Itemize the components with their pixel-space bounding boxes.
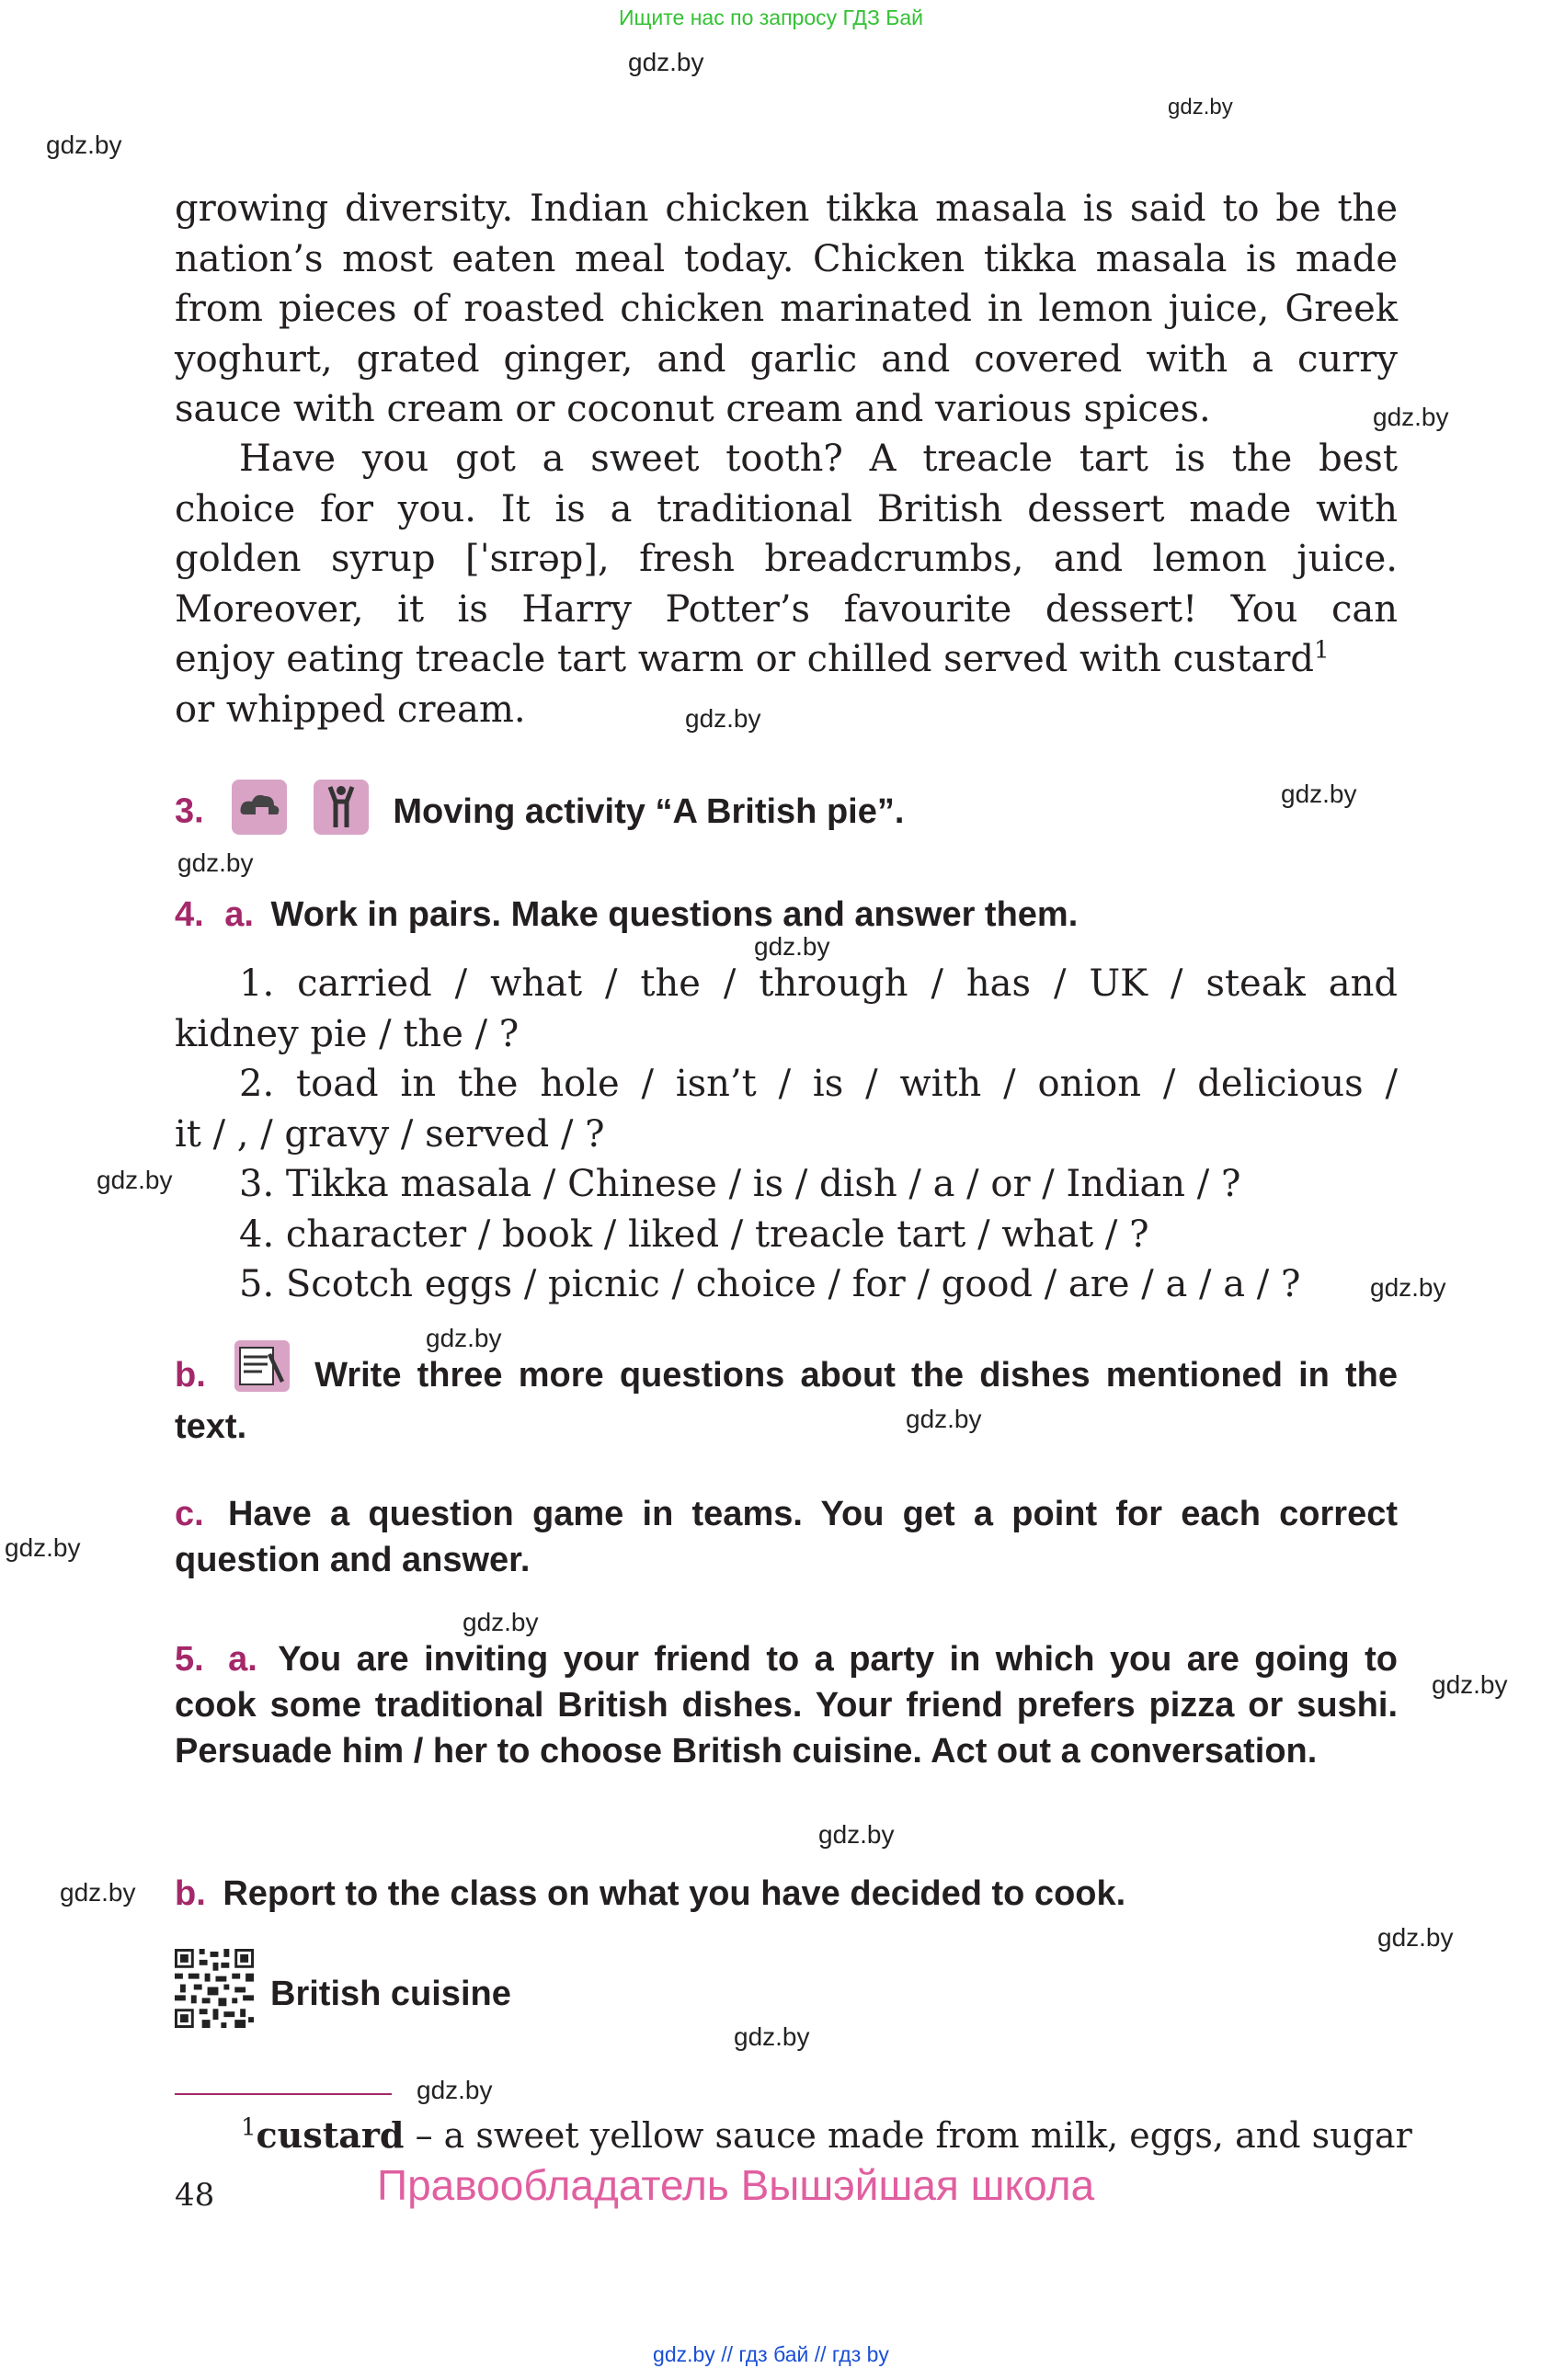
footnote-definition: – a sweet yellow sauce made from milk, eggs, and sugar [404,2115,1412,2156]
notebook-writing-icon [234,1340,290,1404]
watermark: gdz.by [734,2022,810,2051]
task-4c [175,1491,1398,1583]
watermark: gdz.by [754,932,830,961]
text-line: yoghurt, grated ginger, and garlic and covered with a curry [175,337,1398,381]
item-text: carried / what / the / through / has / UK / steak and [297,962,1398,1005]
item-number: 2. [239,1063,275,1105]
task-text: Have a question game in teams. You get a point for each correct question and answer. [175,1495,1398,1579]
watermark: gdz.by [177,848,254,877]
text-line: choice for you. It is a traditional British dessert made with [175,487,1398,530]
task-text: Moving activity “A British pie”. [393,791,905,831]
watermark: gdz.by [1281,780,1357,808]
task-5a [175,1636,1398,1774]
task-letter: a. [224,895,254,934]
item-number: 3. [239,1163,275,1205]
watermark: gdz.by [417,2076,493,2104]
qr-section-label[interactable]: British cuisine [270,1975,511,2013]
text-line: growing diversity. Indian chicken tikka masala is said to be the [175,188,1398,230]
item-text: Tikka masala / Chinese / is / dish / a / or / Indian / ? [285,1163,1241,1205]
list-item [175,1059,1398,1110]
top-banner[interactable]: Ищите нас по запросу ГДЗ Бай [618,6,924,29]
footnote-divider [175,2093,392,2095]
text-line: Have you got a sweet tooth? A treacle tart is the best [239,438,1398,480]
list-item [175,1259,1398,1310]
list-item-continuation: kidney pie / the / ? [175,1012,520,1055]
watermark: gdz.by [1377,1923,1454,1952]
list-item [175,1159,1398,1210]
page-number: 48 [175,2177,215,2214]
watermark: gdz.by [1168,95,1233,120]
footnote-mark: 1 [241,2113,257,2142]
item-text: Scotch eggs / picnic / choice / for / good / are / a / a / ? [285,1263,1301,1305]
watermark: gdz.by [906,1405,982,1433]
task-letter: a. [228,1640,257,1679]
rights-holder: Правообладатель Вышэйшая школа [377,2161,1095,2209]
task-number: 5. [175,1640,204,1679]
watermark: gdz.by [685,704,761,733]
bottom-links[interactable]: gdz.by // гдз бай // гдз by [653,2342,889,2366]
text-line: golden syrup [ˈsɪrəp], fresh breadcrumbs, and lemon juice. [175,538,1398,580]
task-text: Work in pairs. Make questions and answer them. [270,895,1079,934]
text-line: Moreover, it is Harry Potter’s favourite dessert! You can [175,587,1398,631]
text-line-content: enjoy eating treacle tart warm or chilled served with custard [175,638,1314,680]
item-number: 1. [239,962,275,1005]
text-line: sauce with cream or coconut cream and various spices. [175,388,1211,430]
watermark: gdz.by [463,1608,539,1636]
qr-code-icon[interactable] [175,1949,257,2032]
question-list [175,959,1398,1310]
watermark: gdz.by [1370,1273,1446,1302]
task-4a [175,892,1398,938]
watermark: gdz.by [628,48,704,76]
text-line: or whipped cream. [175,688,526,731]
watermark: gdz.by [426,1324,502,1352]
text-line: nation’s most eaten meal today. Chicken tikka masala is made [175,237,1398,280]
task-letter: c. [175,1495,204,1533]
item-text: toad in the hole / isn’t / is / with / onion / delicious / [296,1063,1398,1105]
watermark: gdz.by [1432,1670,1508,1699]
text-line: from pieces of roasted chicken marinated in lemon juice, Greek [175,288,1398,330]
task-number: 3. [175,791,204,831]
task-4b [175,1340,1398,1450]
watermark: gdz.by [97,1166,173,1194]
task-5b [175,1871,1398,1917]
item-number: 4. [239,1213,275,1256]
task-text: You are inviting your friend to a party in which you are going to cook some traditional British dishes. Your friend prefers pizza or sushi. Persuade him / her to choose British cuisine. Act out a conversation. [175,1640,1398,1771]
watermark: gdz.by [46,131,122,159]
moving-person-icon [314,780,369,847]
watermark: gdz.by [60,1878,136,1907]
list-item-continuation: it / , / gravy / served / ? [175,1112,605,1156]
task-letter: b. [175,1874,206,1913]
task-number: 4. [175,895,204,934]
paragraph-1 [175,184,1398,435]
item-number: 5. [239,1263,275,1305]
text-line [175,634,1398,685]
task-text: Report to the class on what you have decided to cook. [223,1874,1126,1913]
list-item [175,1210,1398,1260]
watermark: gdz.by [818,1820,895,1849]
footnote-mark: 1 [1313,636,1330,665]
task-3 [175,780,1398,847]
task-text: Write three more questions about the dishes mentioned in the text. [175,1356,1399,1446]
paragraph-2 [175,434,1398,734]
watermark: gdz.by [1373,403,1449,431]
item-text: character / book / liked / treacle tart / what / ? [285,1213,1149,1256]
watermark: gdz.by [5,1533,81,1562]
task-letter: b. [175,1356,206,1395]
footnote [241,2114,1412,2156]
footnote-term: custard [256,2114,405,2156]
cloud-computer-icon [232,780,287,847]
list-item [175,959,1398,1009]
